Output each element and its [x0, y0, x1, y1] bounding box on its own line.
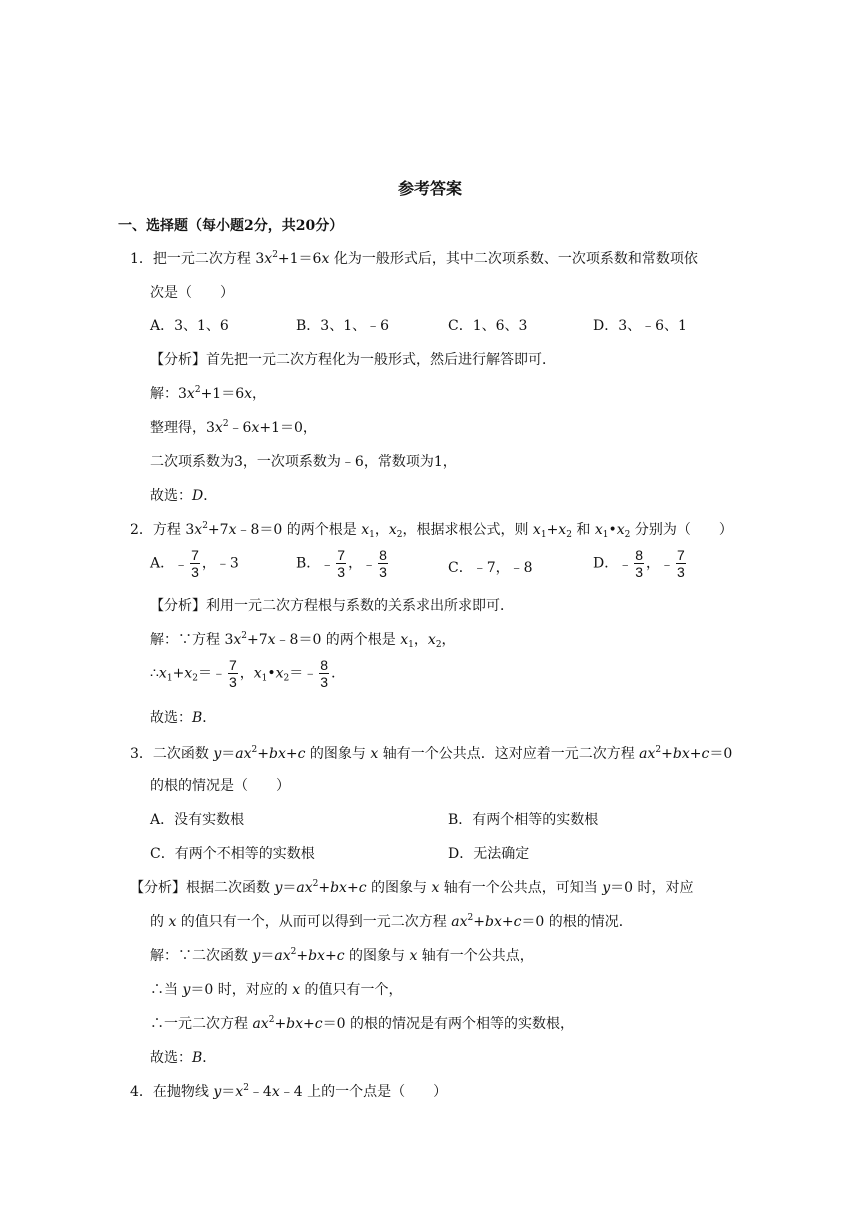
- q1-stem-continued: 次是（ ）: [150, 285, 234, 301]
- q2-option-c-text: ﹣7，﹣8: [472, 560, 533, 576]
- q1-answer: [150, 486, 217, 506]
- q2-answer-suffix: ．: [202, 710, 217, 726]
- q1-option-a: A．3、1、6: [150, 318, 229, 334]
- q2-option-a-fraction: [190, 548, 200, 579]
- q2-option-d-fraction-2: [676, 548, 686, 579]
- q3-stem: 3．二次函数 $y=ax^2+bx+c$ 的图象与 x 轴有一个公共点．这对应着一元二次方程 $ax^2+bx+c=0$: [130, 745, 733, 762]
- q3-answer-prefix: 故选：: [150, 1050, 192, 1066]
- q3-answer: [150, 1048, 216, 1068]
- fraction-denominator: 3: [320, 674, 329, 690]
- q2-option-c: [448, 558, 533, 578]
- fraction-denominator: 3: [228, 674, 237, 690]
- q2-solution-fraction-1: [228, 658, 238, 689]
- q1-answer-prefix: 故选：: [150, 488, 192, 504]
- q2-option-d-fraction-1: [634, 548, 644, 579]
- q1-solution-line-3: 二次项系数为3，一次项系数为﹣6，常数项为1，: [150, 454, 457, 470]
- q2-option-b-fraction-2: [378, 548, 388, 579]
- q2-analysis: 【分析】利用一元二次方程根与系数的关系求出所求即可．: [150, 598, 514, 614]
- q2-option-a: A．﹣ $\frac{7}{3}$ ，﹣3: [150, 547, 239, 580]
- page-title: 参考答案: [397, 179, 462, 198]
- q2-option-b-fraction-1: [336, 548, 346, 579]
- fraction-denominator: 3: [677, 564, 685, 580]
- q1-option-c: C．1、6、3: [448, 318, 528, 334]
- q3-answer-letter: B: [192, 1050, 203, 1066]
- fraction-denominator: 3: [337, 564, 346, 580]
- fraction-denominator: 3: [191, 564, 199, 580]
- section-heading: 一、选择题（每小题2分，共20分）: [118, 218, 344, 234]
- q2-solution-period: ．: [331, 665, 346, 682]
- q1-answer-suffix: ．: [203, 488, 218, 504]
- q1-analysis: 【分析】首先把一元二次方程化为一般形式，然后进行解答即可．: [150, 352, 556, 368]
- q3-stem-continued: 的根的情况是（ ）: [150, 778, 290, 794]
- q3-option-b: B．有两个相等的实数根: [448, 812, 599, 828]
- q2-option-c-label: C．: [448, 560, 473, 576]
- fraction-denominator: 3: [635, 564, 644, 580]
- q1-answer-letter: D: [192, 488, 204, 504]
- q3-analysis-line-2: 的 x 的值只有一个，从而可以得到一元二次方程 $ax^2+bx+c=0$ 的根的情况．: [150, 913, 633, 930]
- q1-solution-line-2: 整理得，$3x^2﹣6x+1=0$，: [150, 419, 317, 436]
- q4-stem: 4．在抛物线 $y=x^2﹣4x﹣4$ 上的一个点是（ ）: [130, 1083, 448, 1100]
- q2-solution-line-1: 解：∵方程 $3x^2+7x﹣8=0$ 的两个根是 $x_1$，$x_2$，: [150, 631, 456, 650]
- q2-number: 2．: [130, 522, 153, 538]
- q2-solution-line-2: $\therefore x_1+x_2=﹣$ $\frac{7}{3}$ ，$x_1•x_2=﹣$ $\frac{8}{3}$ ．: [150, 657, 346, 690]
- q2-option-b: B．﹣ $\frac{7}{3}$ ，﹣ $\frac{8}{3}$: [296, 547, 387, 580]
- fraction-numerator: 8: [379, 547, 387, 563]
- q2-answer: [150, 708, 216, 728]
- q1-number: 1．: [130, 251, 153, 267]
- fraction-numerator: 8: [635, 547, 644, 563]
- q3-analysis-line-1: 【分析】根据二次函数 $y=ax^2+bx+c$ 的图象与 x 轴有一个公共点，可知当 y＝0 时，对应: [130, 879, 694, 896]
- q2-option-d-label: D．: [593, 555, 619, 572]
- q3-solution-line-2: ∴当 y＝0 时，对应的 x 的值只有一个，: [150, 982, 403, 998]
- fraction-numerator: 8: [320, 657, 329, 673]
- q3-number: 3．: [130, 746, 153, 762]
- q2-option-a-rest: ，﹣3: [201, 555, 239, 572]
- q2-option-d: D．﹣ $\frac{8}{3}$ ，﹣ $\frac{7}{3}$: [593, 547, 685, 580]
- q1-option-b: B．3、1、﹣6: [296, 318, 390, 334]
- q2-option-a-label: A．: [150, 555, 175, 572]
- q3-solution-line-3: ∴一元二次方程 $ax^2+bx+c=0$ 的根的情况是有两个相等的实数根，: [150, 1015, 574, 1032]
- fraction-numerator: 7: [191, 547, 199, 563]
- q1-option-d: D．3、﹣6、1: [593, 318, 687, 334]
- fraction-denominator: 3: [379, 564, 387, 580]
- q3-option-a: A．没有实数根: [150, 812, 245, 828]
- q3-option-d: D．无法确定: [448, 846, 530, 862]
- q3-option-c: C．有两个不相等的实数根: [150, 846, 315, 862]
- q2-solution-fraction-2: [319, 658, 329, 689]
- q4-number: 4．: [130, 1084, 153, 1100]
- fraction-numerator: 7: [337, 547, 346, 563]
- fraction-numerator: 7: [228, 657, 237, 673]
- q2-answer-prefix: 故选：: [150, 710, 192, 726]
- q1-stem-text: 把一元二次方程 $3x^2+1=6x$ 化为一般形式后，其中二次项系数、一次项系数和常数项依: [152, 250, 698, 267]
- q2-option-b-label: B．: [296, 555, 321, 572]
- q1-stem: [130, 249, 698, 269]
- q2-stem: 2．方程 $3x^2+7x﹣8=0$ 的两个根是 $x_1$，$x_2$，根据求根公式，则 $x_1+x_2$ 和 $x_1•x_2$ 分别为（ ）: [130, 521, 733, 540]
- q3-solution-line-1: 解：∵二次函数 $y=ax^2+bx+c$ 的图象与 x 轴有一个公共点，: [150, 947, 534, 964]
- q2-answer-letter: B: [192, 710, 203, 726]
- q1-solution-line-1: 解：$3x^2+1=6x$，: [150, 385, 267, 402]
- fraction-numerator: 7: [677, 547, 685, 563]
- q3-answer-suffix: ．: [202, 1050, 217, 1066]
